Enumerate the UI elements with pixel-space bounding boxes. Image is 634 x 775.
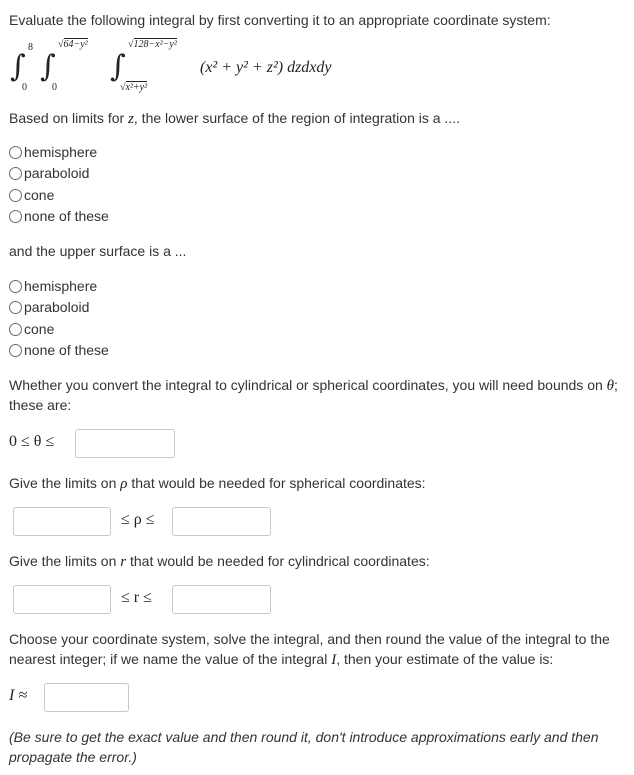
q2-option-hemisphere[interactable] [9, 277, 97, 295]
integral-value-input[interactable] [44, 683, 129, 712]
theta-bound-prefix: 0 ≤ θ ≤ [9, 433, 55, 450]
final-prompt-line2 [9, 651, 553, 669]
radio-button[interactable] [9, 301, 22, 314]
radio-button[interactable] [9, 323, 22, 336]
q1-option-paraboloid[interactable] [9, 164, 89, 182]
radio-button[interactable] [9, 189, 22, 202]
option-label: hemisphere [24, 144, 98, 160]
final-prompt-line1: Choose your coordinate system, solve the integral, and then round the value of the integral to the [9, 631, 610, 647]
option-label: none of these [24, 342, 109, 358]
option-label: cone [24, 187, 55, 203]
middle-upper-sqrt: √64−y² [58, 39, 88, 50]
q2-option-paraboloid[interactable] [9, 298, 89, 316]
theta-prompt-before: Whether you convert the integral to cylindrical or spherical coordinates, you will need bounds on [9, 377, 607, 393]
option-label: none of these [24, 208, 109, 224]
outer-upper-limit: 8 [28, 42, 33, 53]
theta-upper-input[interactable] [75, 429, 175, 458]
radio-button[interactable] [9, 280, 22, 293]
theta-prompt-line2: these are: [9, 397, 72, 413]
integrand: (x² + y² + z²) dzdxdy [200, 59, 332, 76]
integral-sign-middle: ∫ [40, 49, 56, 84]
r-prompt-after: that would be needed for cylindrical coordinates: [126, 553, 430, 569]
q2-option-cone[interactable] [9, 320, 54, 338]
option-label: paraboloid [24, 299, 90, 315]
r-inequality: ≤ r ≤ [121, 589, 152, 606]
final-line2-before: nearest integer; if we name the value of the integral [9, 651, 332, 667]
integral-approx-label: I ≈ [9, 687, 28, 704]
question-rho [9, 475, 426, 493]
question-theta [9, 377, 618, 395]
middle-lower-limit: 0 [52, 82, 57, 93]
question-upper-surface: and the upper surface is a ... [9, 243, 187, 259]
inner-upper-sqrt: √128−x²−y² [128, 39, 177, 50]
radio-button[interactable] [9, 146, 22, 159]
r-upper-input[interactable] [172, 585, 271, 614]
theta-var: θ [606, 378, 615, 394]
rho-inequality: ≤ ρ ≤ [121, 511, 155, 528]
note-line1: (Be sure to get the exact value and then round it, don't introduce approximations early and then [9, 729, 599, 745]
q1-option-cone[interactable] [9, 186, 54, 204]
r-prompt-before: Give the limits on [9, 553, 121, 569]
rho-var: ρ [120, 476, 128, 492]
rho-prompt-before: Give the limits on [9, 475, 121, 491]
radio-button[interactable] [9, 210, 22, 223]
integral-sign-outer: ∫ [10, 49, 26, 84]
option-label: cone [24, 321, 55, 337]
question-lower-surface [9, 110, 460, 128]
inner-upper-limit: 128−x²−y² [133, 39, 177, 50]
rho-lower-input[interactable] [13, 507, 111, 536]
option-label: hemisphere [24, 278, 98, 294]
integral-expression [8, 40, 388, 100]
theta-prompt-after: ; [614, 377, 618, 393]
question-r [9, 553, 430, 571]
r-lower-input[interactable] [13, 585, 111, 614]
note-line2: propagate the error.) [9, 749, 137, 765]
q1-prompt-before: Based on limits for [9, 110, 129, 126]
q1-option-hemisphere[interactable] [9, 143, 97, 161]
q2-option-none[interactable] [9, 341, 109, 359]
r-var: r [120, 554, 127, 570]
radio-button[interactable] [9, 167, 22, 180]
q1-option-none[interactable] [9, 207, 109, 225]
problem-intro: Evaluate the following integral by first converting it to an appropriate coordinate system: [9, 12, 551, 28]
option-label: paraboloid [24, 165, 90, 181]
inner-lower-sqrt: √x²+y² [120, 82, 148, 93]
final-line2-after: , then your estimate of the value is: [336, 651, 554, 667]
q1-var: z [128, 111, 134, 127]
integral-sign-inner: ∫ [110, 49, 126, 84]
rho-prompt-after: that would be needed for spherical coordinates: [127, 475, 426, 491]
outer-lower-limit: 0 [22, 82, 27, 93]
final-var: I [331, 652, 337, 668]
middle-upper-limit: 64−y² [63, 39, 88, 50]
q1-prompt-after: , the lower surface of the region of integration is a .... [133, 110, 460, 126]
radio-button[interactable] [9, 344, 22, 357]
inner-lower-limit: x²+y² [125, 82, 148, 93]
rho-upper-input[interactable] [172, 507, 271, 536]
